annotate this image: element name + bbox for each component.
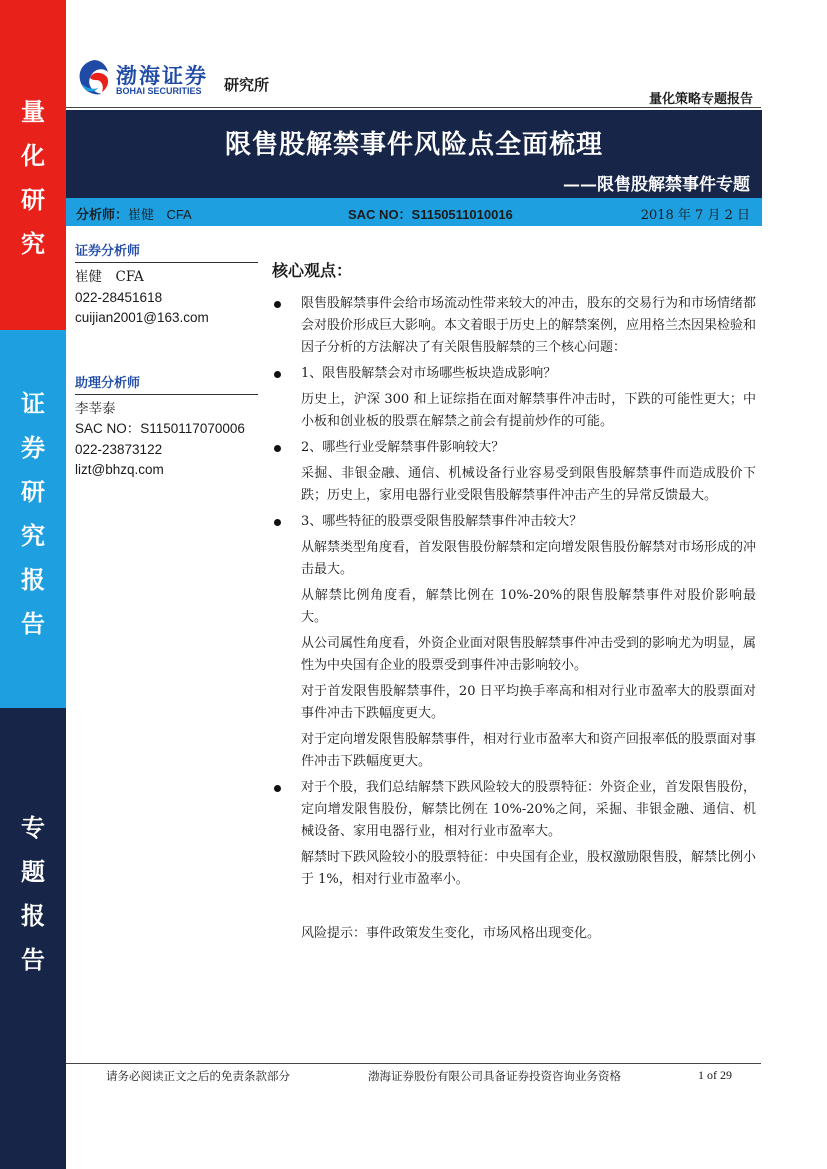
assistant-sac: SAC NO：S1150117070006	[75, 421, 245, 436]
answer-3-placement: 对于定向增发限售股解禁事件，相对行业市盈率大和资产回报率低的股票面对事件冲击下跌幅度更大。	[301, 732, 757, 769]
bullet-intro: 限售股解禁事件会给市场流动性带来较大的冲击，股东的交易行为和市场情绪都会对股价形成巨大影响。本文着眼于历史上的解禁案例，应用格兰杰因果检验和因子分析的方法解决了有关限售股解禁的三个核心问题：	[272, 293, 756, 359]
analyst-cert: CFA	[166, 207, 192, 222]
sidebar-char: 报	[21, 565, 45, 594]
analyst-phone: 022-28451618	[75, 289, 163, 305]
analyst-line: 崔健 CFA	[75, 269, 144, 285]
answer-3-ipo: 对于首发限售股解禁事件，20 日平均换手率高和相对行业市盈率大的股票面对事件冲击下跌幅度更大。	[301, 684, 756, 721]
securities-analyst-heading: 证券分析师	[75, 240, 258, 263]
analyst-strip	[66, 198, 762, 226]
sidebar-char: 专	[21, 813, 45, 842]
answer-1: 历史上，沪深 300 和上证综指在面对解禁事件冲击时，下跌的可能性更大；中小板和创业板的股票在解禁之前会有提前炒作的可能。	[301, 392, 756, 429]
sidebar-char: 研	[21, 477, 45, 506]
report-title: 限售股解禁事件风险点全面梳理	[224, 130, 603, 160]
report-subtitle: ——限售股解禁事件专题	[563, 175, 750, 195]
answer-3-ratio: 从解禁比例角度看，解禁比例在 10%-20%的限售股解禁事件对股价影响最大。	[301, 588, 756, 625]
bohai-logo-icon	[76, 58, 112, 98]
bullet-question-3: 3、哪些特征的股票受限售股解禁事件冲击较大？	[272, 511, 756, 533]
report-date: 2018 年 7 月 2 日	[640, 208, 750, 223]
sidebar-special-report	[0, 708, 66, 1169]
bullet-question-1: 1、限售股解禁会对市场哪些板块造成影响？	[272, 363, 756, 385]
sidebar-char: 报	[21, 901, 45, 930]
sidebar-char: 告	[21, 609, 45, 638]
analyst-info	[76, 204, 192, 223]
core-views	[272, 258, 756, 949]
answer-3-company: 从公司属性角度看，外资企业面对限售股解禁事件冲击受到的影响尤为明显，属性为中央国有企业的股票受到事件冲击影响较小。	[301, 636, 757, 673]
analyst-column	[75, 240, 258, 481]
sidebar-char: 究	[21, 229, 45, 258]
sidebar-char: 告	[21, 945, 45, 974]
answer-low-risk: 解禁时下跌风险较小的股票特征：中央国有企业，股权激励限售股，解禁比例小于 1%，相对行业市盈率小。	[301, 850, 757, 887]
report-type: 量化策略专题报告	[648, 92, 753, 107]
sidebar-char: 券	[21, 433, 45, 462]
footer-divider	[66, 1063, 761, 1064]
sidebar-char: 量	[21, 97, 45, 126]
sidebar-securities-report	[0, 330, 66, 708]
answer-2: 采掘、非银金融、通信、机械设备行业容易受到限售股解禁事件而造成股价下跌；历史上，家用电器行业受限售股解禁事件冲击产生的异常反馈最大。	[301, 466, 756, 503]
sidebar-quant-research	[0, 0, 66, 330]
bullet-question-2: 2、哪些行业受解禁事件影响较大？	[272, 437, 756, 459]
analyst-email[interactable]: cuijian2001@163.com	[75, 310, 209, 325]
assistant-phone: 022-23873122	[75, 441, 163, 457]
risk-warning: 风险提示：事件政策发生变化，市场风格出现变化。	[301, 926, 601, 941]
sidebar-char: 证	[21, 389, 45, 418]
footer-qualification: 渤海证券股份有限公司具备证券投资咨询业务资格	[368, 1069, 621, 1083]
sidebar-char: 题	[21, 857, 45, 886]
sidebar-char: 究	[21, 521, 45, 550]
footer-disclaimer: 请务必阅读正文之后的免责条款部分	[106, 1069, 290, 1083]
title-band	[66, 110, 762, 198]
header-divider	[66, 107, 761, 108]
sac-number: SAC NO：S1150511010016	[348, 207, 513, 222]
analyst-name: 崔健	[128, 208, 155, 223]
assistant-name: 李莘泰	[75, 400, 116, 417]
sidebar-char: 化	[21, 141, 45, 170]
assistant-analyst-heading: 助理分析师	[75, 372, 258, 395]
company-logo-english: BOHAI SECURITIES	[116, 86, 202, 96]
analyst-label: 分析师：	[76, 208, 129, 223]
core-views-heading: 核心观点：	[272, 261, 353, 280]
bullet-individual-stocks: 对于个股，我们总结解禁下跌风险较大的股票特征：外资企业，首发限售股份，定向增发限售股份，解禁比例在 10%-20%之间，采掘、非银金融、通信、机械设备、家用电器行业，相对行业市盈率大。	[272, 777, 756, 843]
assistant-email[interactable]: lizt@bhzq.com	[75, 462, 164, 477]
department-name: 研究所	[224, 76, 270, 94]
page-number: 1 of 29	[698, 1068, 732, 1082]
answer-3-type: 从解禁类型角度看，首发限售股份解禁和定向增发限售股份解禁对市场形成的冲击最大。	[301, 540, 757, 577]
sidebar-char: 研	[21, 185, 45, 214]
company-logo-text: 渤海证券	[116, 64, 208, 88]
